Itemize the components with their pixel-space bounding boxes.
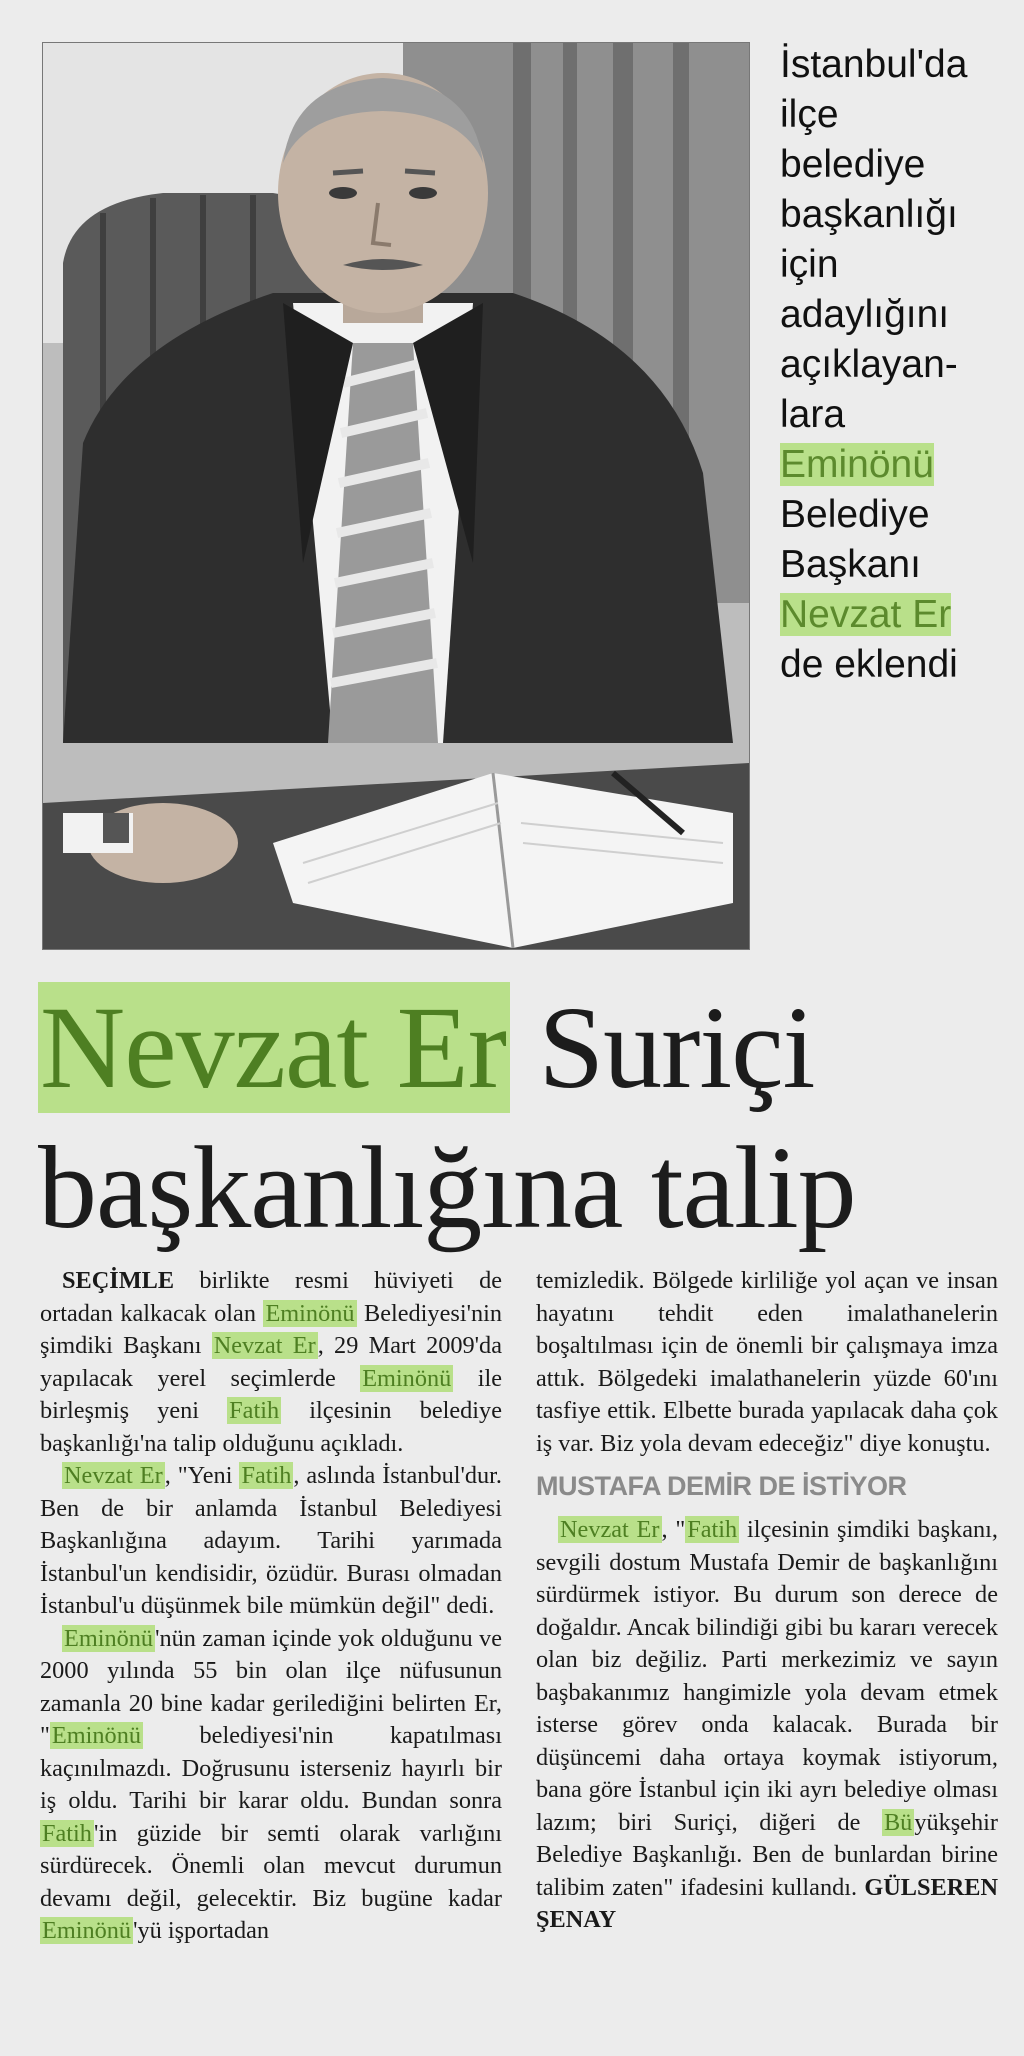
headline-rest: Suriçi xyxy=(510,982,815,1113)
keyword-highlight: Nevzat Er xyxy=(213,1332,316,1359)
mayor-photo xyxy=(42,42,750,950)
caption-line: açıklayan- xyxy=(780,343,958,386)
text-run: 'nün zaman içinde yok olduğunu ve 2000 yılında 55 bin olan ilçe nüfusunun zamanla 20 bine kadar gerilediğini belirten Er, " xyxy=(40,1624,502,1749)
keyword-highlight: Nevzat Er xyxy=(64,1462,163,1489)
keyword-highlight: Nevzat Er xyxy=(560,1516,660,1543)
caption-line: ilçe xyxy=(780,93,839,136)
caption-line: adaylığını xyxy=(780,293,950,336)
text-run: ilçesinin belediye başkanlığı'na talip olduğunu açıkladı. xyxy=(40,1397,502,1457)
caption-line: lara xyxy=(780,393,846,436)
text-run: , "Yeni xyxy=(164,1462,240,1489)
caption-highlight-district: Eminönü xyxy=(780,443,934,486)
text-run: 'yü işportadan xyxy=(133,1917,270,1944)
text-run: , 29 Mart 2009'da yapılacak yerel seçimlerde xyxy=(40,1332,502,1392)
keyword-highlight: Eminönü xyxy=(51,1722,142,1749)
caption-line: de eklendi xyxy=(780,643,958,686)
text-run: belediyesi'nin kapatılması kaçınılmazdı. Doğrusunu isterseniz hayırlı bir iş oldu. Tarihi bir karar oldu. Bundan sonra xyxy=(40,1722,502,1814)
keyword-highlight: Eminönü xyxy=(362,1364,452,1392)
article-paragraph: temizledik. Bölgede kirliliğe yol açan ve insan hayatını tehdit eden imalathanelerin boşaltılması için de önemli bir çalışmaya imza attık. Bölgedeki imalathanelerin yüzde 60'ını tasfiye ettik. Elbette burada yapılacak daha çok iş var. Biz yola devam edeceğiz" diye konuştu. xyxy=(536,1267,998,1457)
text-run: yükşehir Belediye Başkanlığı. Ben de bunlardan birine talibim zaten" ifadesini kullandı. xyxy=(536,1808,998,1901)
lead-word: SEÇİMLE xyxy=(62,1267,175,1294)
caption-line: Belediye xyxy=(780,493,930,536)
keyword-highlight: Bü xyxy=(883,1808,913,1836)
article-paragraph xyxy=(40,1265,502,1460)
keyword-highlight: Eminönü xyxy=(64,1624,154,1652)
keyword-highlight: Fatih xyxy=(241,1462,292,1489)
text-run: , " xyxy=(661,1516,686,1543)
text-run: ile birleşmiş yeni xyxy=(40,1364,502,1424)
caption-highlight-name: Nevzat Er xyxy=(780,593,952,636)
keyword-highlight: Fatih xyxy=(687,1516,738,1543)
text-run: , aslında İstanbul'dur. Ben de bir anlamda İstanbul Belediyesi Başkanlığına adayım. Tarihi yarımada İstanbul'un kendisidir, özüdür. Burası olmadan İstanbul'u düşünmek bile mümkün değil" dedi. xyxy=(40,1462,502,1619)
article-paragraph xyxy=(536,1514,998,1937)
keyword-highlight: Fatih xyxy=(42,1819,92,1847)
keyword-highlight: Fatih xyxy=(229,1397,280,1424)
caption-line: belediye xyxy=(780,143,926,186)
text-run: Belediyesi'nin şimdiki Başkanı xyxy=(40,1299,502,1359)
author-byline: GÜLSEREN ŞENAY xyxy=(536,1873,998,1933)
caption-line: Başkanı xyxy=(780,543,921,586)
caption-line: İstanbul'da xyxy=(780,43,968,86)
article-column-right xyxy=(536,1265,998,1937)
headline xyxy=(38,978,1008,1258)
headline-line-2: başkanlığına talip xyxy=(38,1122,856,1253)
article-paragraph xyxy=(40,1623,502,1948)
subheading: MUSTAFA DEMİR DE İSTİYOR xyxy=(536,1471,907,1501)
photo-caption xyxy=(780,40,1010,690)
caption-line: başkanlığı xyxy=(780,193,958,236)
keyword-highlight: Eminönü xyxy=(265,1299,355,1327)
text-run: ilçesinin şimdiki başkanı, sevgili dostum Mustafa Demir de başkanlığını sürdürmek istiyor. Bu durum son derece de doğaldır. Ancak bilindiği gibi bu kararı verecek olan biz değiliz. Parti merkezimiz ve sayın başbakanımız hangimizle yola devam etmek isterse görev onda kalacak. Burada bir düşüncemi daha ortaya koymak istiyorum, bana göre İstanbul için iki ayrı belediye olması lazım; biri Suriçi, diğeri de xyxy=(536,1516,998,1836)
text-run: birlikte resmi hüviyeti de ortadan kalkacak olan xyxy=(40,1267,502,1327)
headline-name: Nevzat Er xyxy=(38,982,510,1113)
portrait-illustration xyxy=(43,43,749,949)
article-column-left xyxy=(40,1265,502,1948)
text-run: 'in güzide bir semti olarak varlığını sürdürecek. Önemli olan mevcut durumun devamı değil, gelecektir. Biz bugüne kadar xyxy=(40,1819,502,1912)
caption-line: için xyxy=(780,243,839,286)
article-paragraph xyxy=(40,1460,502,1623)
keyword-highlight: Eminönü xyxy=(42,1917,132,1944)
